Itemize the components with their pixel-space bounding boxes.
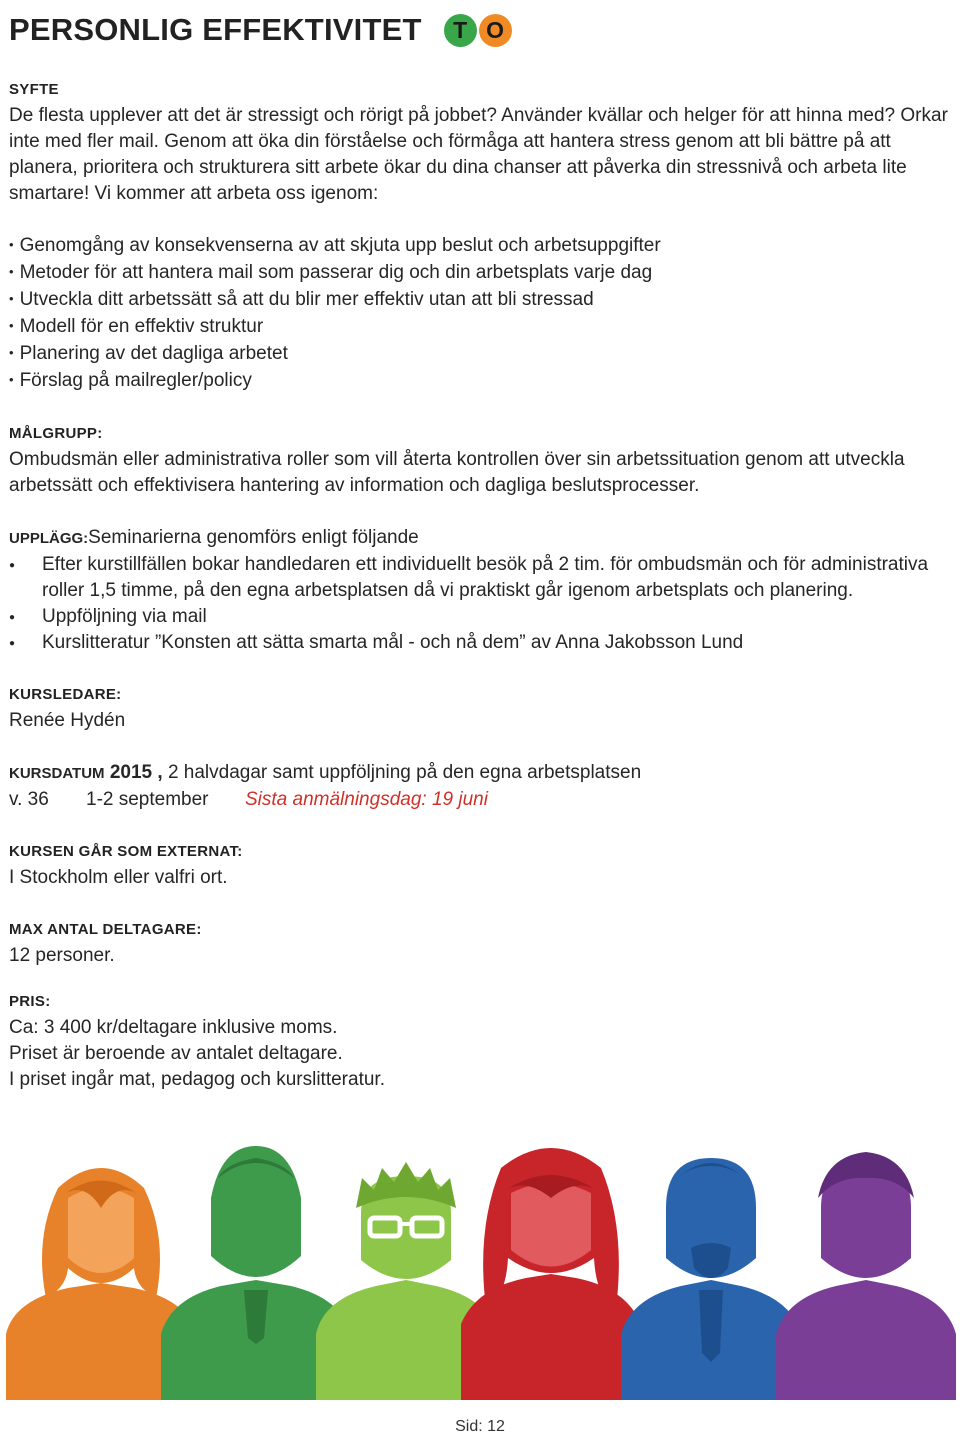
course-content	[9, 77, 954, 1093]
kursdatum-line	[9, 760, 954, 787]
upplagg-intro: Seminarierna genomförs enligt följande	[88, 527, 419, 548]
syfte-item: • Modell för en effektiv struktur	[9, 314, 954, 341]
syfte-item: • Metoder för att hantera mail som passerar dig och din arbetsplats varje dag	[9, 260, 954, 287]
page-header	[9, 6, 512, 54]
person-red	[461, 1148, 641, 1400]
kursdatum-desc: 2 halvdagar samt uppföljning på den egna arbetsplatsen	[167, 762, 642, 783]
person-purple	[776, 1152, 956, 1400]
person-blue	[621, 1158, 801, 1400]
upplagg-label: UPPLÄGG:	[9, 530, 89, 547]
upplagg-item: ● Efter kurstillfällen bokar handledaren ett individuellt besök på 2 tim. för ombudsmän och för administrativa roller 1,5 timme, på den egna arbetsplatsen då vi praktiskt går igenom arbetsplats och planering.	[9, 552, 954, 604]
syfte-label: SYFTE	[9, 81, 59, 98]
upplagg-heading	[9, 525, 954, 552]
kursdatum-label: KURSDATUM	[9, 765, 105, 782]
course-dates: 1-2 september	[86, 789, 209, 810]
upplagg-list	[9, 552, 954, 656]
syfte-item: • Förslag på mailregler/policy	[9, 368, 954, 395]
syfte-list	[9, 233, 954, 395]
max-label: MAX ANTAL DELTAGARE:	[9, 921, 202, 938]
pris-line: I priset ingår mat, pedagog och kurslitteratur.	[9, 1069, 385, 1090]
week-number: v. 36	[9, 789, 49, 810]
syfte-item: • Planering av det dagliga arbetet	[9, 341, 954, 368]
pris-line: Ca: 3 400 kr/deltagare inklusive moms.	[9, 1017, 338, 1038]
externat-text: I Stockholm eller valfri ort.	[9, 867, 228, 888]
syfte-item: • Genomgång av konsekvenserna av att skjuta upp beslut och arbetsuppgifter	[9, 233, 954, 260]
pris-label: PRIS:	[9, 993, 51, 1010]
page-number: Sid: 12	[455, 1418, 505, 1435]
max-text: 12 personer.	[9, 945, 115, 966]
malgrupp-label: MÅLGRUPP:	[9, 425, 103, 442]
externat-label: KURSEN GÅR SOM EXTERNAT:	[9, 843, 243, 860]
registration-deadline: Sista anmälningsdag: 19 juni	[245, 789, 488, 810]
kursledare-name: Renée Hydén	[9, 710, 126, 731]
upplagg-item: ● Uppföljning via mail	[9, 604, 954, 630]
badge-t: T	[444, 14, 477, 47]
upplagg-item: ● Kurslitteratur ”Konsten att sätta smarta mål - och nå dem” av Anna Jakobsson Lund	[9, 630, 954, 656]
page-title: PERSONLIG EFFEKTIVITET	[9, 12, 422, 47]
malgrupp-text: Ombudsmän eller administrativa roller som vill återta kontrollen över sin arbetssituation genom att utveckla arbetssätt och effektivisera hantering av information och dagliga beslutsprocesser.	[9, 449, 905, 496]
kursledare-label: KURSLEDARE:	[9, 686, 122, 703]
people-illustration	[6, 1138, 956, 1400]
syfte-item: • Utveckla ditt arbetssätt så att du blir mer effektiv utan att bli stressad	[9, 287, 954, 314]
pris-line: Priset är beroende av antalet deltagare.	[9, 1043, 343, 1064]
kursdatum-year: 2015 ,	[109, 762, 163, 783]
kursdatum-dates-line	[9, 787, 954, 813]
badge-o: O	[479, 14, 512, 47]
syfte-text: De flesta upplever att det är stressigt och rörigt på jobbet? Använder kvällar och helger för att hinna med? Orkar inte med fler mail. Genom att öka din förståelse och förmåga att hantera stress genom att bli bättre på att planera, prioritera och strukturera sitt arbete ökar du dina chanser att påverka din stressnivå och arbeta lite smartare! Vi kommer att arbeta oss igenom:	[9, 105, 948, 204]
